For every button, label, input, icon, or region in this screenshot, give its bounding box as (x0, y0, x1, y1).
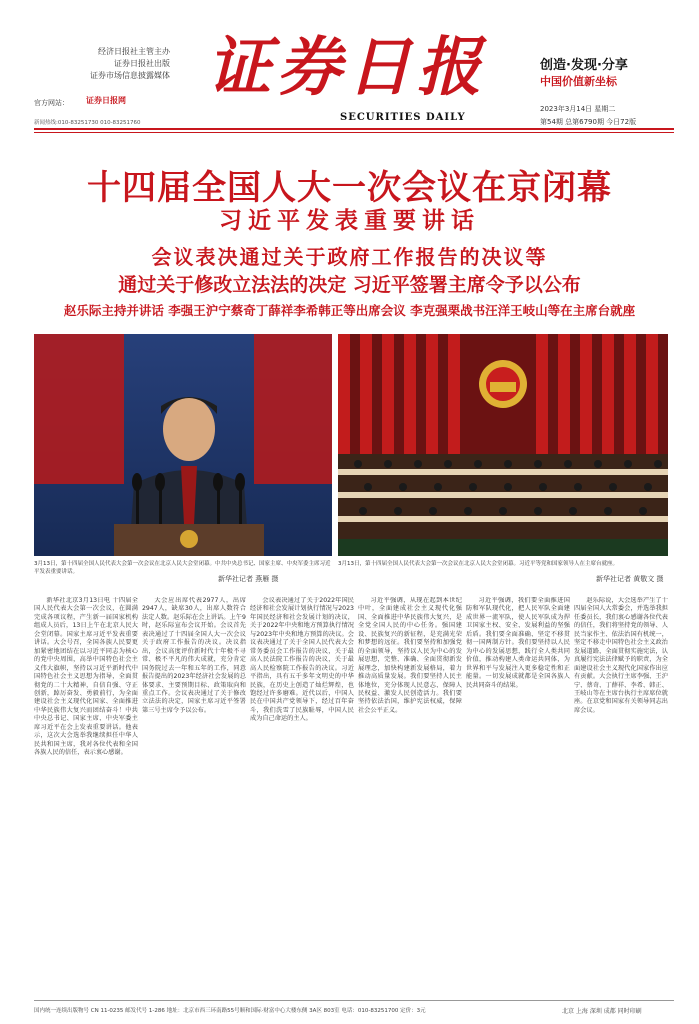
subslogan: 中国价值新坐标 (540, 75, 617, 88)
sub-headline-4: 赵乐际主持并讲话 李强王沪宁蔡奇丁薛祥李希韩正等出席会议 李克强栗战书汪洋王岐山等在主席台就座 (63, 303, 636, 318)
session-photo-credit: 新华社记者 黄敬文 摄 (596, 575, 664, 583)
footer-info: 国内统一连续出版物号 CN 11-0235 邮发代号 1-286 地址：北京市西三环南路55号顺和国际·财富中心大楼东侧 3A区 803室 电话：010-83251700 定价：3元 (34, 1008, 426, 1014)
article-column-6: 赵乐际说，大会选举产生了十四届全国人大常委会，并选举我担任委员长，我们衷心感谢各位代表的信任，我们将坚持党的领导、人民当家作主、依法治国有机统一，坚定不移走中国特色社会主义政治发展道路，全面贯彻实施宪法，认真履行宪法法律赋予的职责，为全面建设社会主义现代化国家作出应有贡献。大会执行主席李强、王沪宁、蔡奇、丁薛祥、李希、韩正、王岐山等在主席台执行主席席位就座。在京党和国家有关领导同志出席会议。 (574, 597, 668, 714)
website-label: 官方网站： (34, 99, 69, 107)
news-hotline: 新闻热线:010-83251730 010-83251760 (34, 120, 141, 126)
footer-divider (34, 1000, 674, 1001)
sub-headline-2: 会议表决通过关于政府工作报告的决议等 (151, 245, 548, 269)
session-photo (338, 334, 668, 556)
lead-photo-credit: 新华社记者 燕雁 摄 (218, 575, 279, 583)
sub-headline-1: 习近平发表重要讲话 (219, 208, 480, 234)
main-headline: 十四届全国人大一次会议在京闭幕 (87, 168, 612, 208)
publisher-line: 经济日报社主管主办 (98, 47, 170, 56)
publisher-line: 证券市场信息披露媒体 (90, 71, 170, 80)
article-column-5: 习近平强调，我们要全面推进国防和军队现代化，把人民军队全面建成世界一流军队，使人民军队成为捍卫国家主权、安全、发展利益的坚强后盾。我们要全面准确、坚定不移贯彻一国两制方针。我们要坚持以人民为中心的发展思想，践行全人类共同价值，推动构建人类命运共同体，为世界和平与发展注入更多稳定性和正能量。一切发展成就都是全国各族人民共同奋斗的结果。 (466, 597, 570, 689)
publisher-line: 证券日报社出版 (114, 59, 170, 68)
issue-number: 第54期 总第6790期 今日72版 (540, 118, 637, 126)
sub-headline-3: 通过关于修改立法法的决定 习近平签署主席令予以公布 (118, 274, 581, 296)
lead-photo-caption: 3月13日，第十四届全国人民代表大会第一次会议在北京人民大会堂闭幕。中共中央总书记、国家主席、中央军委主席习近平发表重要讲话。 (34, 561, 331, 575)
newspaper-logo: 证券日报 (207, 30, 487, 105)
publisher-lines (80, 46, 170, 82)
masthead-divider (34, 128, 674, 130)
newspaper-logo-en: SECURITIES DAILY (340, 112, 466, 123)
website-logo[interactable]: 证券日报网 (86, 96, 126, 105)
footer-print-sites: 北京 上海 深圳 成都 同时印刷 (562, 1008, 642, 1015)
session-photo-caption: 3月13日，第十四届全国人民代表大会第一次会议在北京人民大会堂闭幕。习近平等党和国家领导人在主席台就座。 (338, 561, 619, 567)
article-column-1: 新华社北京3月13日电 十四届全国人民代表大会第一次会议，在圆满完成各项议程，产生新一届国家机构组成人员后，13日上午在北京人民大会堂闭幕。国家主席习近平发表重要讲话。大会号召，全国各族人民要更加紧密地团结在以习近平同志为核心的党中央周围，高举中国特色社会主义伟大旗帜，坚持以习近平新时代中国特色社会主义思想为指导，全面贯彻党的二十大精神，自信自强、守正创新，踔厉奋发、勇毅前行，为全面建设社会主义现代化国家、全面推进中华民族伟大复兴而团结奋斗！中共中央总书记、国家主席、中央军委主席习近平在会上发表重要讲话。他表示，这次大会选举我继续担任中华人民共和国主席，我对各位代表和全国各族人民的信任，表示衷心感谢。 (34, 597, 138, 757)
masthead-divider-thin (34, 132, 674, 133)
article-column-4: 习近平强调，从现在起到本世纪中叶，全面建成社会主义现代化强国、全面推进中华民族伟大复兴，是全党全国人民的中心任务。强国建设、民族复兴的新征程，是充满光荣和梦想的远征。我们要坚持和加强党的全面领导，坚持以人民为中心的发展思想，完整、准确、全面贯彻新发展理念，加快构建新发展格局，着力推动高质量发展。我们要坚持人民主体地位，充分体现人民意志、保障人民权益、激发人民创造活力。我们要坚持依法治国，维护宪法权威，保障社会公平正义。 (358, 597, 462, 714)
article-column-2: 大会应出席代表2977人，出席2947人，缺席30人，出席人数符合法定人数。赵乐际在会上讲话。上午9时，赵乐际宣布会议开始。会议首先表决通过了十四届全国人大一次会议关于政府工作报告的决议。决议指出，会议高度评价新时代十年极不寻常、极不平凡的伟大成就，充分肯定国务院过去一年和五年的工作，同意报告提出的2023年经济社会发展的总体要求、主要预期目标、政策取向和重点工作。会议表决通过了关于修改立法法的决定，国家主席习近平签署第三号主席令予以公布。 (142, 597, 246, 714)
lead-photo (34, 334, 332, 556)
article-column-3: 会议表决通过了关于2022年国民经济和社会发展计划执行情况与2023年国民经济和社会发展计划的决议，关于2022年中央和地方预算执行情况与2023年中央和地方预算的决议。会议表决通过了关于全国人民代表大会常务委员会工作报告的决议，关于最高人民法院工作报告的决议，关于最高人民检察院工作报告的决议。习近平指出，具有五千多年文明史的中华民族，在历史上创造了灿烂辉煌，也饱经过许多磨难。近代以后，中国人民在中国共产党领导下，经过百年奋斗，我们洗雪了民族耻辱，中国人民成为自己命运的主人。 (250, 597, 354, 723)
slogan: 创造·发现·分享 (540, 58, 628, 73)
issue-date: 2023年3月14日 星期二 (540, 105, 616, 113)
